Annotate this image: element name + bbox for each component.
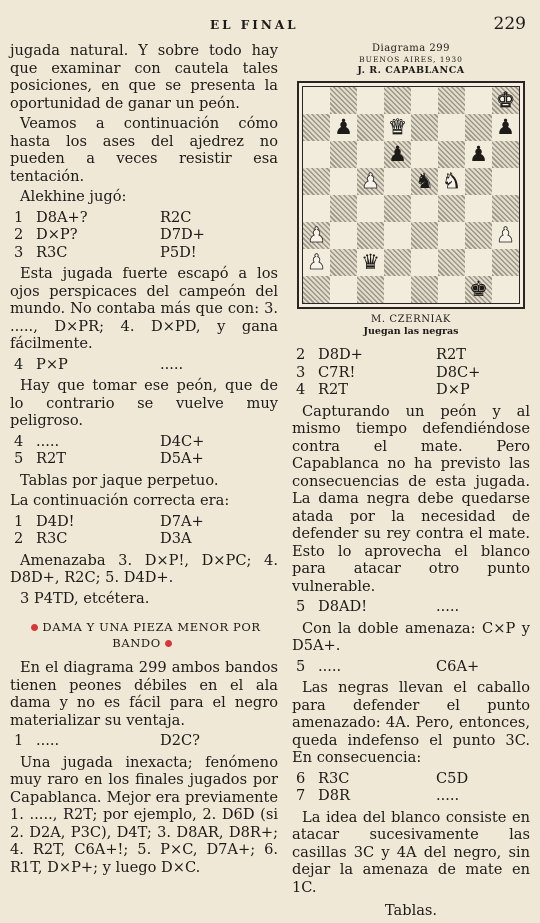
board-square <box>411 141 438 168</box>
board-square <box>384 195 411 222</box>
move-row <box>14 732 206 750</box>
paragraph: jugada natural. Y sobre todo hay que examinar con cautela tales posiciones, en que se presenta la oportunidad de ganar un peón. <box>10 42 278 112</box>
paragraph: La idea del blanco consiste en atacar sucesivamente las casillas 3C y 4A del negro, sin dejar la amenaza de mate en 1C. <box>292 808 530 896</box>
board-square <box>330 222 357 249</box>
move-table <box>14 356 189 374</box>
board-square <box>411 276 438 303</box>
diagram-label: Diagrama 299 <box>371 43 451 54</box>
white-knight-icon: ♞ <box>442 169 461 193</box>
board-square <box>357 114 384 141</box>
move-table <box>296 658 485 676</box>
board-square <box>465 141 492 168</box>
white-move: R3C <box>36 530 68 547</box>
board-square <box>384 249 411 276</box>
black-pawn-icon: ♟ <box>334 115 353 139</box>
black-move: C5D <box>436 769 469 787</box>
board-square <box>384 141 411 168</box>
board-square <box>357 249 384 276</box>
board-square <box>384 168 411 195</box>
board-square <box>411 168 438 195</box>
board-square <box>330 249 357 276</box>
move-table <box>296 346 486 399</box>
board-square <box>411 114 438 141</box>
board-square <box>330 114 357 141</box>
board-square <box>303 249 330 276</box>
white-move: ..... <box>36 432 60 450</box>
chess-diagram <box>292 42 530 338</box>
move-number: 1 <box>14 512 24 530</box>
black-move: D×P <box>436 381 470 398</box>
board-square <box>465 195 492 222</box>
board-square <box>438 114 465 141</box>
player-bottom: M. CZERNIAK <box>370 314 452 325</box>
black-move: R2C <box>160 208 192 226</box>
move-number: 5 <box>296 657 306 675</box>
board-square <box>492 276 519 303</box>
move-table <box>14 433 210 468</box>
move-number: 2 <box>296 346 306 363</box>
board-square <box>465 168 492 195</box>
move-row <box>14 433 210 451</box>
move-number: 5 <box>296 598 306 615</box>
board-square <box>465 87 492 114</box>
white-move: R3C <box>318 769 350 787</box>
paragraph: Amenazaba 3. D×P!, D×PC; 4. D8D+, R2C; 5. D4D+. <box>10 551 278 586</box>
move-table <box>296 770 474 805</box>
white-move: C7R! <box>318 363 356 381</box>
board-square <box>303 87 330 114</box>
paragraph: Una jugada inexacta; fenómeno muy raro en los finales jugados por Capablanca. Mejor era previamente 1. ....., R2T; por ejemplo, 2. D6D (si 2. D2A, P3C), D4T; 3. D8AR, D8R+; 4. R2T, C6A+!; 5. P×C, D7A+; 6. R1T, D×P+; y luego D×C. <box>10 753 278 876</box>
board-square <box>411 249 438 276</box>
move-row <box>296 770 474 788</box>
paragraph: Capturando un peón y al mismo tiempo defendiéndose contra el mate. Pero Capablanca no ha previsto las consecuencias de esta jugada. La dama negra debe quedarse atada por la necesidad de defender su rey contra el mate. Esto lo aprovecha el blanco para atacar otro punto vulnerable. <box>292 402 530 595</box>
move-number: 3 <box>296 363 306 381</box>
chessboard <box>302 86 520 304</box>
black-move: D4C+ <box>160 432 205 450</box>
board-square <box>438 222 465 249</box>
white-pawn-icon: ♟ <box>496 223 515 247</box>
move-table <box>14 209 211 262</box>
white-move: D8R <box>318 787 350 804</box>
black-move: D8C+ <box>436 363 481 381</box>
black-pawn-icon: ♟ <box>388 142 407 166</box>
black-king-icon: ♚ <box>469 277 488 301</box>
paragraph: Tablas por jaque perpetuo. <box>20 471 219 489</box>
chessboard-frame <box>297 81 525 309</box>
board-square <box>330 195 357 222</box>
board-square <box>465 249 492 276</box>
paragraph: Veamos a continuación cómo hasta los ases del ajedrez no pueden a veces resistir esa tentación. <box>10 115 278 185</box>
board-square <box>357 168 384 195</box>
white-move: ..... <box>36 732 60 749</box>
white-pawn-icon: ♟ <box>307 223 326 247</box>
black-move: D5A+ <box>160 450 204 467</box>
move-table <box>14 513 210 548</box>
board-square <box>465 114 492 141</box>
move-row <box>14 450 210 468</box>
paragraph: En el diagrama 299 ambos bandos tienen peones débiles en el ala dama y no es fácil para el negro materializar su ventaja. <box>10 659 278 729</box>
board-square <box>438 168 465 195</box>
paragraph: Alekhine jugó: <box>20 188 127 205</box>
board-square <box>411 87 438 114</box>
board-square <box>330 168 357 195</box>
board-square <box>438 249 465 276</box>
board-square <box>357 195 384 222</box>
black-move: C6A+ <box>436 657 480 675</box>
board-square <box>330 276 357 303</box>
white-move: P×P <box>36 355 68 373</box>
board-square <box>303 222 330 249</box>
board-square <box>465 276 492 303</box>
board-square <box>492 168 519 195</box>
board-square <box>357 87 384 114</box>
move-number: 5 <box>14 450 24 467</box>
move-number: 1 <box>14 732 24 749</box>
section-heading <box>10 619 278 651</box>
board-square <box>303 114 330 141</box>
board-square <box>411 222 438 249</box>
move-number: 3 <box>14 243 24 261</box>
page-number: 229 <box>493 14 526 34</box>
board-square <box>357 141 384 168</box>
board-square <box>438 141 465 168</box>
board-square <box>384 222 411 249</box>
player-top: J. R. CAPABLANCA <box>357 65 465 76</box>
black-move: R2T <box>436 346 467 363</box>
result-text: Tablas. <box>384 902 438 919</box>
move-row <box>14 513 210 531</box>
black-move: D3A <box>160 530 192 547</box>
black-move: ..... <box>160 355 184 373</box>
left-column <box>10 42 278 879</box>
board-square <box>492 195 519 222</box>
move-row <box>14 356 189 374</box>
white-move: ..... <box>318 657 342 675</box>
board-square <box>303 168 330 195</box>
white-move: D4D! <box>36 512 75 530</box>
diagram-caption: Juegan las negras <box>363 326 459 337</box>
board-square <box>411 195 438 222</box>
move-number: 4 <box>14 355 24 373</box>
board-square <box>303 276 330 303</box>
board-square <box>492 87 519 114</box>
board-square <box>492 141 519 168</box>
move-table <box>296 598 465 616</box>
bullet-dot-icon <box>165 640 172 647</box>
diagram-place: BUENOS AIRES, 1930 <box>359 55 463 64</box>
move-number: 4 <box>14 432 24 450</box>
white-queen-icon: ♛ <box>388 115 407 139</box>
board-square <box>438 276 465 303</box>
board-square <box>438 195 465 222</box>
move-row <box>14 530 210 548</box>
right-column <box>292 42 530 923</box>
white-move: D8A+? <box>36 208 88 226</box>
white-pawn-icon: ♟ <box>307 250 326 274</box>
paragraph: Hay que tomar ese peón, que de lo contrario se vuelve muy peligroso. <box>10 377 278 429</box>
move-row <box>296 381 486 399</box>
section-heading-text: DAMA Y UNA PIEZA MENOR POR BANDO <box>42 620 261 650</box>
paragraph: 3 P4TD, etcétera. <box>20 589 150 607</box>
white-pawn-icon: ♟ <box>361 169 380 193</box>
move-number: 7 <box>296 787 306 804</box>
paragraph: Las negras llevan el caballo para defender el punto amenazado: 4A. Pero, entonces, queda indefenso el punto 3C. En consecuencia: <box>292 679 530 766</box>
running-title: EL FINAL <box>210 18 299 32</box>
board-square <box>384 276 411 303</box>
board-square <box>357 222 384 249</box>
board-square <box>492 114 519 141</box>
board-square <box>357 276 384 303</box>
move-row <box>14 226 211 244</box>
board-square <box>492 249 519 276</box>
move-number: 4 <box>296 381 306 398</box>
black-queen-icon: ♛ <box>361 250 380 274</box>
move-number: 6 <box>296 769 306 787</box>
white-move: R2T <box>318 381 349 398</box>
board-square <box>330 141 357 168</box>
move-number: 2 <box>14 530 24 547</box>
white-king-icon: ♚ <box>496 88 515 112</box>
black-move: D2C? <box>160 732 200 749</box>
white-move: D8AD! <box>318 598 368 615</box>
white-move: D8D+ <box>318 346 363 363</box>
move-table <box>14 732 206 750</box>
black-move: D7A+ <box>160 512 204 530</box>
board-square <box>465 222 492 249</box>
white-move: R3C <box>36 243 68 261</box>
move-row <box>296 364 486 382</box>
move-row <box>296 346 486 364</box>
move-row <box>296 658 485 676</box>
move-row <box>296 787 474 805</box>
move-number: 1 <box>14 208 24 226</box>
running-header <box>0 14 540 36</box>
white-move: R2T <box>36 450 67 467</box>
paragraph: Con la doble amenaza: C×P y D5A+. <box>292 619 530 654</box>
move-row <box>14 209 211 227</box>
black-move: D7D+ <box>160 226 205 243</box>
board-square <box>384 114 411 141</box>
board-square <box>303 195 330 222</box>
board-square <box>384 87 411 114</box>
move-row <box>14 244 211 262</box>
bullet-dot-icon <box>31 624 38 631</box>
paragraph: Esta jugada fuerte escapó a los ojos perspicaces del campeón del mundo. No contaba más que con: 3. ....., D×PR; 4. D×PD, y gana fácilmente. <box>10 265 278 352</box>
black-move: ..... <box>436 787 460 804</box>
paragraph: La continuación correcta era: <box>10 492 230 509</box>
move-row <box>296 598 465 616</box>
black-pawn-icon: ♟ <box>496 115 515 139</box>
black-pawn-icon: ♟ <box>469 142 488 166</box>
move-number: 2 <box>14 226 24 243</box>
board-square <box>438 87 465 114</box>
board-square <box>330 87 357 114</box>
board-square <box>492 222 519 249</box>
white-move: D×P? <box>36 226 78 243</box>
board-square <box>303 141 330 168</box>
black-move: ..... <box>436 598 460 615</box>
black-move: P5D! <box>160 243 197 261</box>
black-knight-icon: ♞ <box>415 169 434 193</box>
